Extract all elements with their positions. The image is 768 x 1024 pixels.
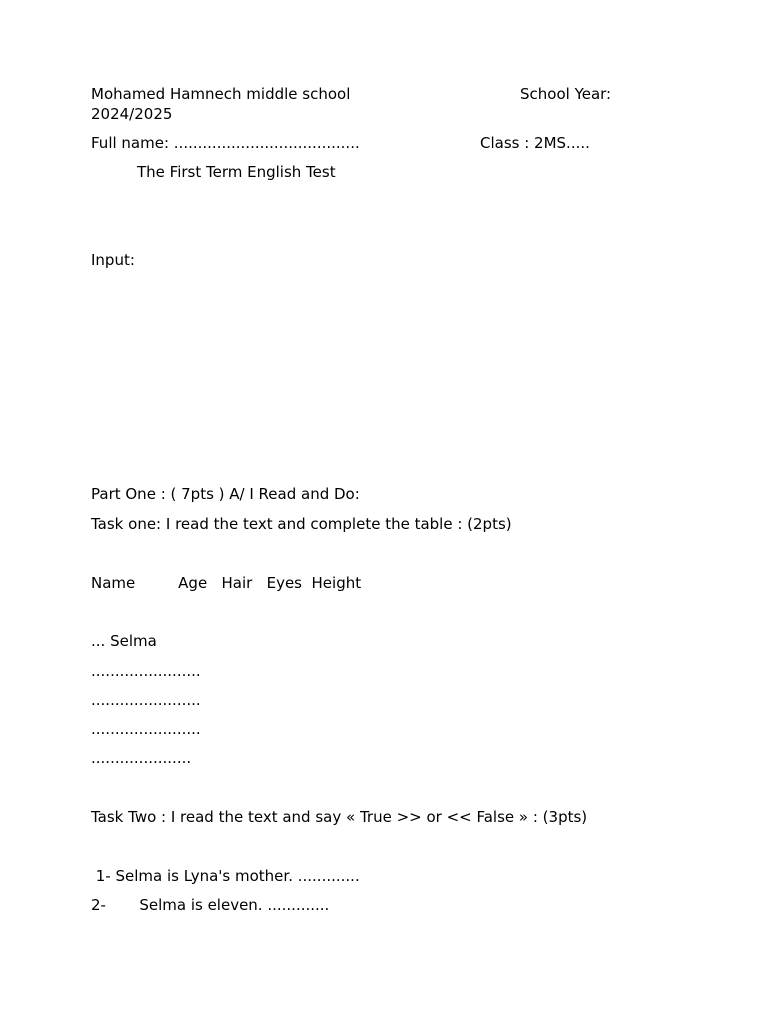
table-row: .......................	[91, 662, 201, 680]
task-two-title: Task Two : I read the text and say « True >> or << False » : (3pts)	[91, 808, 588, 826]
part-one-title: Part One : ( 7pts ) A/ I Read and Do:	[91, 485, 360, 503]
table-row: ... Selma	[91, 632, 157, 650]
test-title: The First Term English Test	[137, 163, 336, 181]
school-year-value: 2024/2025	[91, 105, 173, 123]
input-label: Input:	[91, 251, 135, 269]
table-header-row: Name Age Hair Eyes Height	[91, 574, 362, 592]
class-field: Class : 2MS.....	[480, 134, 590, 152]
school-year-label: School Year:	[520, 85, 612, 103]
table-row: .......................	[91, 720, 201, 738]
true-false-item: 2- Selma is eleven. .............	[91, 896, 330, 914]
task-one-title: Task one: I read the text and complete the table : (2pts)	[91, 515, 512, 533]
table-row: .....................	[91, 749, 192, 767]
true-false-item: 1- Selma is Lyna's mother. .............	[91, 867, 360, 885]
table-row: .......................	[91, 691, 201, 709]
full-name-field: Full name: .......................................	[91, 134, 360, 152]
school-name: Mohamed Hamnech middle school	[91, 85, 351, 103]
